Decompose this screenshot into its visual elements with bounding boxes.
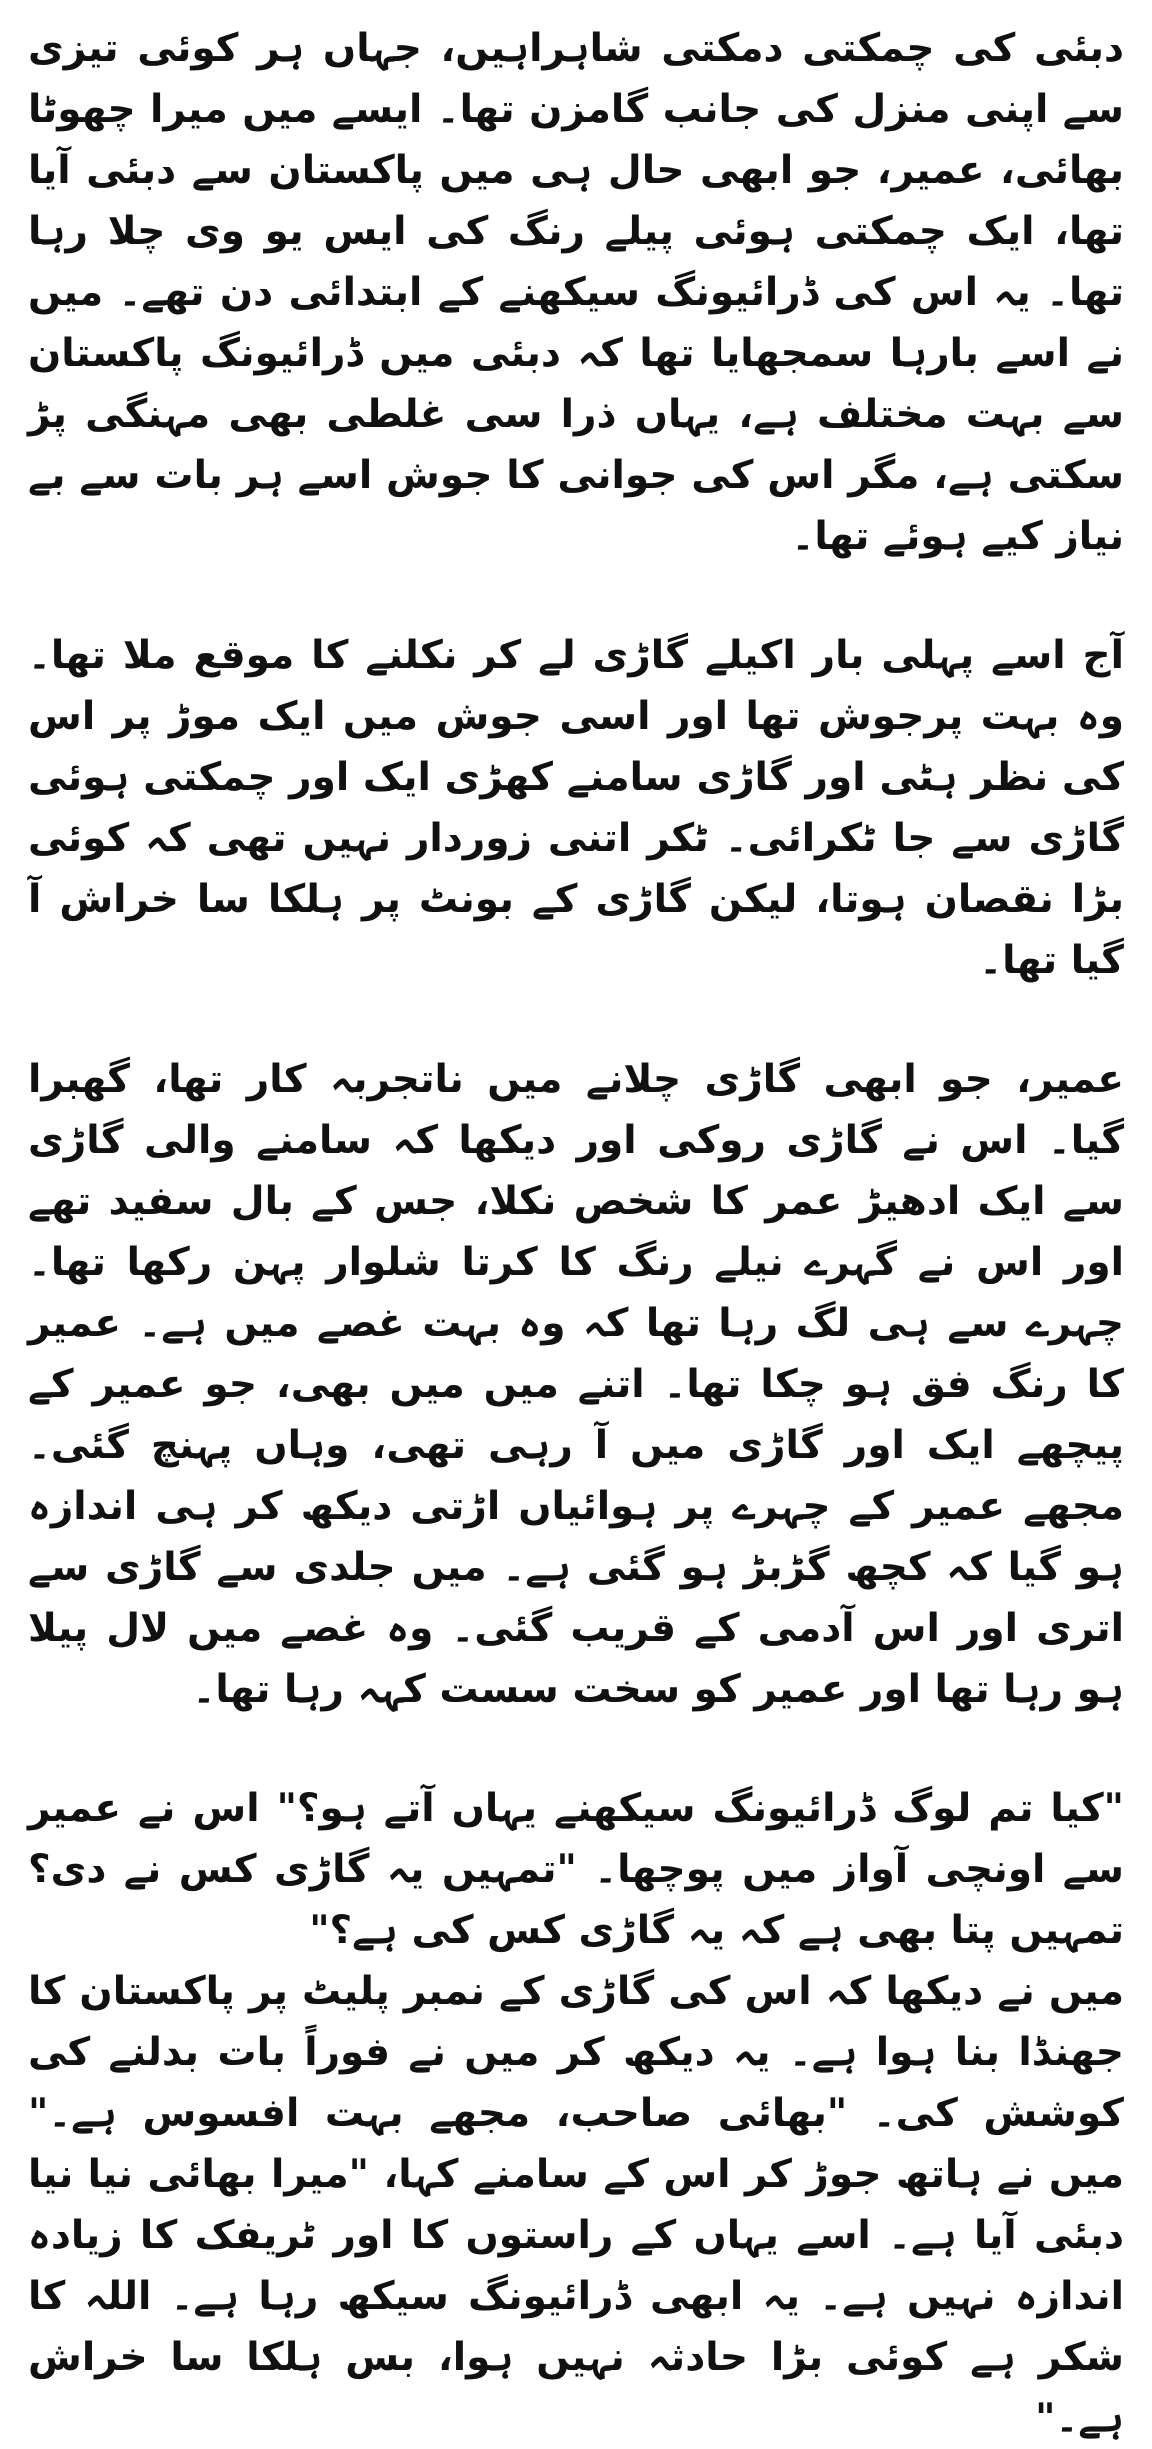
paragraph-intro: دبئی کی چمکتی دمکتی شاہراہیں، جہاں ہر کوئی تیزی سے اپنی منزل کی جانب گامزن تھا۔ ایسے میں میرا چھوٹا بھائی، عمیر، جو ابھی حال ہی میں پاکستان سے دبئی آیا تھا، ایک چمکتی ہوئی پیلے رنگ کی ایس یو وی چلا رہا تھا۔ یہ اس کی ڈرائیونگ سیکھنے کے ابتدائی دن تھے۔ میں نے اسے بارہا سمجھایا تھا کہ دبئی میں ڈرائیونگ پاکستان سے بہت مختلف ہے، یہاں ذرا سی غلطی بھی مہنگی پڑ سکتی ہے، مگر اس کی جوانی کا جوش اسے ہر بات سے بے نیاز کیے ہوئے تھا۔ xyxy=(28,26,1124,559)
paragraph-confrontation: عمیر، جو ابھی گاڑی چلانے میں ناتجربہ کار تھا، گھبرا گیا۔ اس نے گاڑی روکی اور دیکھا کہ سامنے والی گاڑی سے ایک ادھیڑ عمر کا شخص نکلا، جس کے بال سفید تھے اور اس نے گہرے نیلے رنگ کا کرتا شلوار پہن رکھا تھا۔ چہرے سے ہی لگ رہا تھا کہ وہ بہت غصے میں ہے۔ عمیر کا رنگ فق ہو چکا تھا۔ اتنے میں میں بھی، جو عمیر کے پیچھے ایک اور گاڑی میں آ رہی تھی، وہاں پہنچ گئی۔ مجھے عمیر کے چہرے پر ہوائیاں اڑتی دیکھ کر ہی اندازہ ہو گیا کہ کچھ گڑبڑ ہو گئی ہے۔ میں جلدی سے گاڑی سے اتری اور اس آدمی کے قریب گئی۔ وہ غصے میں لال پیلا ہو رہا تھا اور عمیر کو سخت سست کہہ رہا تھا۔ xyxy=(28,1057,1124,1712)
paragraph-gap xyxy=(28,991,1124,1049)
paragraph-dialogue-apology: میں نے دیکھا کہ اس کی گاڑی کے نمبر پلیٹ پر پاکستان کا جھنڈا بنا ہوا ہے۔ یہ دیکھ کر میں نے فوراً بات بدلنے کی کوشش کی۔ "بھائی صاحب، مجھے بہت افسوس ہے۔" میں نے ہاتھ جوڑ کر اس کے سامنے کہا، "میرا بھائی نیا نیا دبئی آیا ہے۔ اسے یہاں کے راستوں کا اور ٹریفک کا زیادہ اندازہ نہیں ہے۔ یہ ابھی ڈرائیونگ سیکھ رہا ہے۔ اللہ کا شکر ہے کوئی بڑا حادثہ نہیں ہوا، بس ہلکا سا خراش ہے۔" xyxy=(28,1969,1124,2441)
paragraph-gap xyxy=(28,567,1124,625)
paragraph-gap xyxy=(28,1720,1124,1778)
paragraph-first-drive: آج اسے پہلی بار اکیلے گاڑی لے کر نکلنے کا موقع ملا تھا۔ وہ بہت پرجوش تھا اور اسی جوش میں ایک موڑ پر اس کی نظر ہٹی اور گاڑی سامنے کھڑی ایک اور چمکتی ہوئی گاڑی سے جا ٹکرائی۔ ٹکر اتنی زوردار نہیں تھی کہ کوئی بڑا نقصان ہوتا، لیکن گاڑی کے بونٹ پر ہلکا سا خراش آ گیا تھا۔ xyxy=(28,633,1124,983)
paragraph-dialogue-question: "کیا تم لوگ ڈرائیونگ سیکھنے یہاں آتے ہو؟" اس نے عمیر سے اونچی آواز میں پوچھا۔ "تمہیں یہ گاڑی کس نے دی؟ تمہیں پتا بھی ہے کہ یہ گاڑی کس کی ہے؟" xyxy=(28,1786,1124,1953)
